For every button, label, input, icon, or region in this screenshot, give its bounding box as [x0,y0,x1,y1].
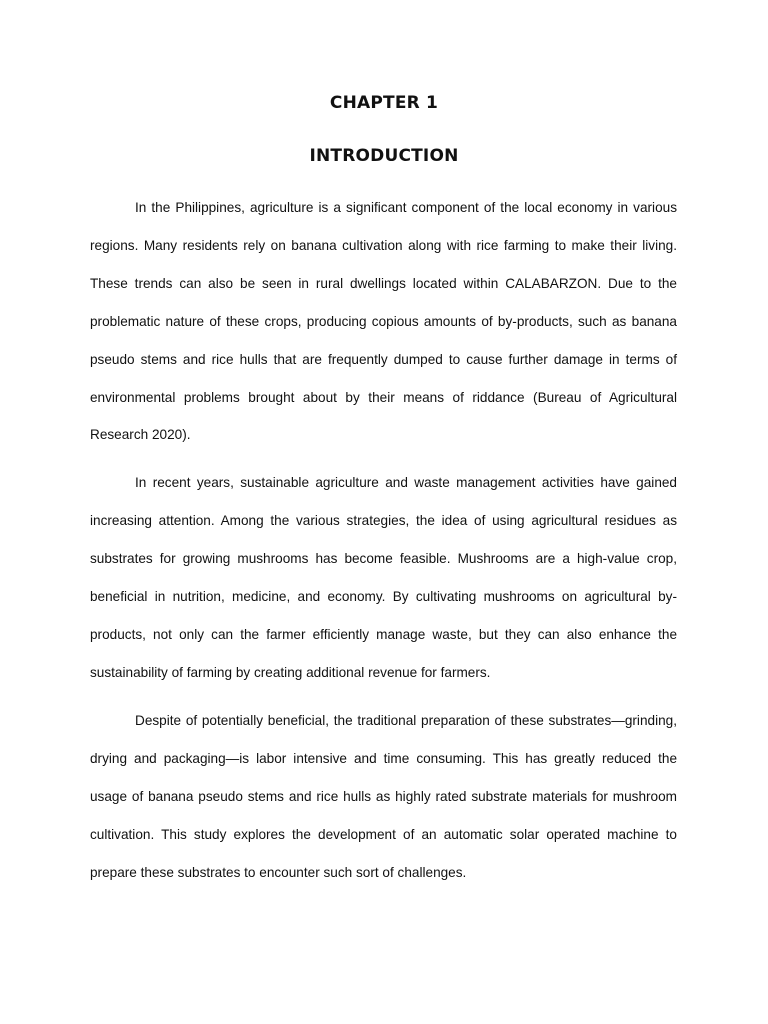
body-paragraph: In the Philippines, agriculture is a significant component of the local economy in various regions. Many residents rely on banana cultivation along with rice farming to make their living. These trends can also be seen in rural dwellings located within CALABARZON. Due to the problematic nature of these crops, producing copious amounts of by-products, such as banana pseudo stems and rice hulls that are frequently dumped to cause further damage in terms of environmental problems brought about by their means of riddance (Bureau of Agricultural Research 2020). [90,200,677,443]
section-heading: INTRODUCTION [309,146,459,166]
body-paragraph: Despite of potentially beneficial, the traditional preparation of these substrates—grinding, drying and packaging—is labor intensive and time consuming. This has greatly reduced the usage of banana pseudo stems and rice hulls as highly rated substrate materials for mushroom cultivation. This study explores the development of an automatic solar operated machine to prepare these substrates to encounter such sort of challenges. [90,713,677,880]
body-paragraph: In recent years, sustainable agriculture and waste management activities have gained increasing attention. Among the various strategies, the idea of using agricultural residues as substrates for growing mushrooms has become feasible. Mushrooms are a high-value crop, beneficial in nutrition, medicine, and economy. By cultivating mushrooms on agricultural by-products, not only can the farmer efficiently manage waste, but they can also enhance the sustainability of farming by creating additional revenue for farmers. [90,475,677,680]
chapter-heading: CHAPTER 1 [329,93,439,113]
